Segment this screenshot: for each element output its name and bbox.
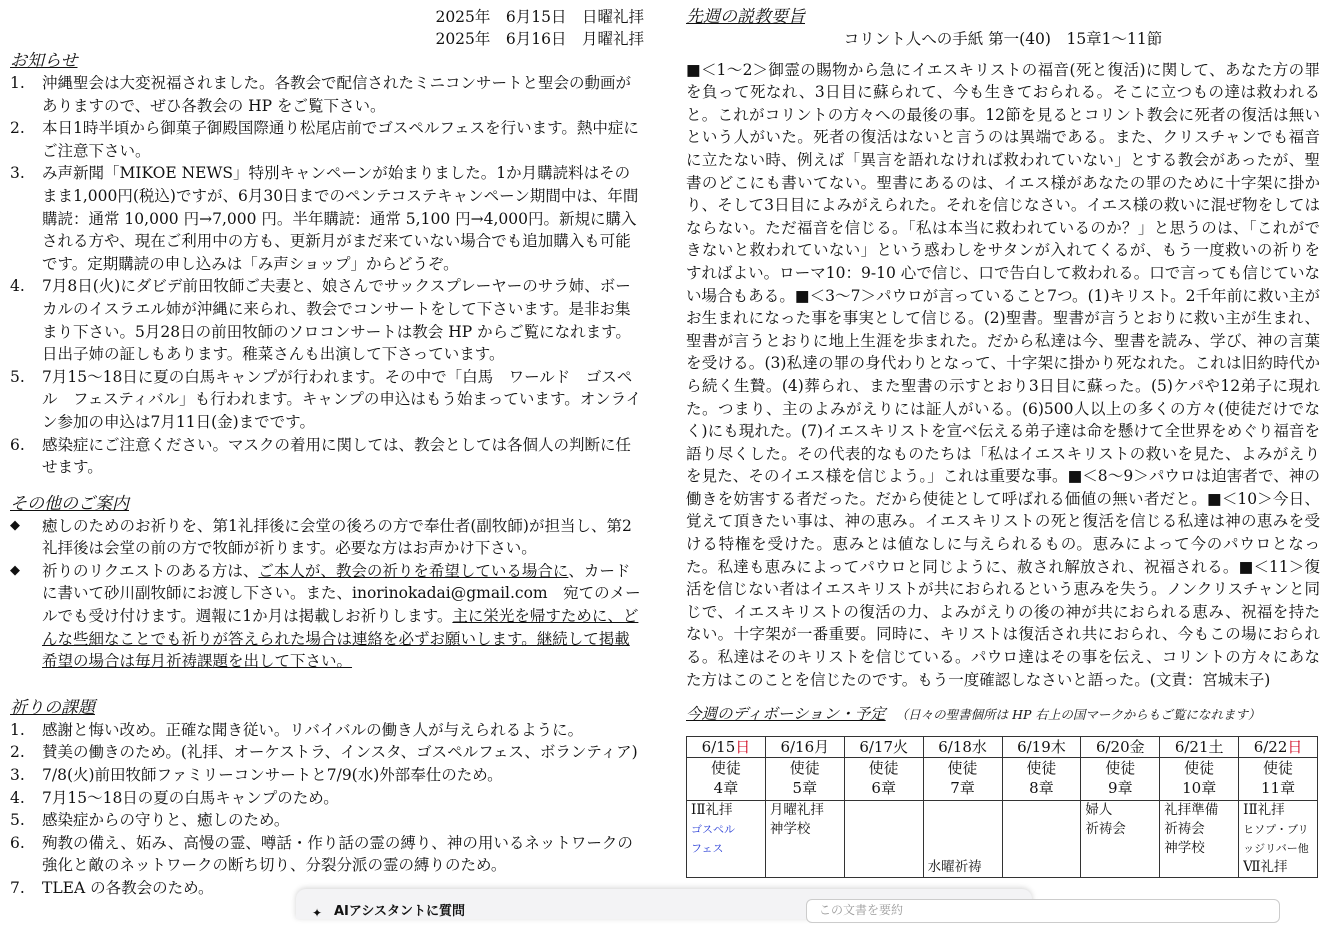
diamond-bullet-icon: ◆ — [10, 517, 20, 533]
weekday-text: 月 — [814, 738, 830, 757]
chapter-cell — [1239, 758, 1318, 801]
chapter-row — [687, 758, 1318, 801]
list-item: 1. 感謝と悔い改め。正確な聞き従い。リバイバルの働き人が与えられるように。 — [10, 720, 584, 739]
left-column — [10, 0, 644, 900]
book-text: 使徒 — [1026, 759, 1057, 778]
ai-question-input[interactable]: この文書を要約 — [806, 899, 1280, 923]
chapter-cell — [923, 758, 1002, 801]
sermon-title: 先週の説教要旨 — [686, 7, 805, 27]
event-text: 祈祷会 — [1085, 821, 1126, 838]
weekday-text: 火 — [893, 738, 909, 757]
list-item: 5. 7月15～18日に夏の白馬キャンプが行われます。その中で「白馬 ワールド ゴスペル フェスティバル」も行われます。キャンプの申込はもう始まっています。オンライン参加の申込は7月11日(金)までです。 — [10, 367, 642, 431]
sparkle-icon: ✦ — [312, 906, 323, 920]
prayer-title: 祈りの課題 — [10, 697, 95, 718]
ai-assistant-bar — [296, 889, 1032, 919]
event-text: フェス — [691, 842, 724, 856]
chapter-text: 11章 — [1261, 779, 1296, 798]
event-text: ⅠⅡ礼拝 — [691, 802, 733, 819]
chapter-text: 5章 — [792, 779, 818, 798]
list-item: 3. み声新聞「MIKOE NEWS」特別キャンペーンが始まりました。1か月購読料はそのまま1,000円(税込)ですが、6月30日までのペンテコステキャンペーン期間中は、年間購読：通常 10,000 円→7,000 円。半年購読：通常 5,100 円→4,000円。新規に購入される方や、現在ご利用中の方も、更新月がまだ来ていない場合でも追加購入も可能です。定期購読の申し込みは「み声ショップ」からどうぞ。 — [10, 164, 639, 273]
announcements-title: お知らせ — [10, 51, 78, 71]
list-item: 2. 賛美の働きのため。(礼拝、オーケストラ、インスタ、ゴスペルフェス、ボランティア) — [10, 743, 638, 762]
weekday-text: 土 — [1208, 738, 1224, 757]
devotion-header — [686, 703, 1320, 726]
event-text: ヒソプ・ブリッジリバー他 — [1243, 823, 1309, 856]
event-cell — [687, 801, 766, 878]
event-cell — [1081, 801, 1160, 878]
chapter-text: 10章 — [1182, 779, 1217, 798]
event-text: 月曜礼拝 — [769, 802, 824, 819]
event-text: 神学校 — [769, 821, 811, 838]
chapter-cell — [687, 758, 766, 801]
event-text: 神学校 — [1164, 840, 1205, 857]
book-text: 使徒 — [947, 759, 978, 778]
date-cell — [765, 737, 844, 758]
weekday-text: 水 — [971, 738, 987, 757]
date-text: 6/22 — [1253, 738, 1288, 757]
event-cell — [1239, 801, 1318, 878]
date-cell — [687, 737, 766, 758]
chapter-cell — [1160, 758, 1239, 801]
date-cell — [1160, 737, 1239, 758]
event-cell — [844, 801, 923, 878]
event-text: 祈祷会 — [1164, 821, 1205, 838]
weekday-text: 金 — [1129, 738, 1145, 757]
ai-assistant-label[interactable]: AIアシスタントに質問 — [334, 904, 465, 919]
date-cell — [1239, 737, 1318, 758]
announcements-list — [10, 72, 644, 479]
date-cell — [1081, 737, 1160, 758]
date-text: 6/20 — [1095, 738, 1130, 757]
list-item: 7. TLEA の各教会のため。 — [10, 879, 214, 897]
date-text: 6/19 — [1017, 738, 1051, 757]
date-text: 6/16 — [780, 738, 815, 757]
event-text: ゴスペル — [691, 823, 735, 837]
event-text: 礼拝準備 — [1164, 802, 1219, 819]
event-row — [687, 801, 1318, 878]
event-text: 水曜祈祷 — [927, 859, 982, 876]
right-column — [686, 0, 1320, 878]
devotion-note: （日々の聖書個所は HP 右上の国マークからもご覧になれます） — [895, 707, 1261, 723]
date-cell — [923, 737, 1002, 758]
list-item: 4. 7月8日(火)にダビデ前田牧師ご夫妻と、娘さんでサックスプレーヤーのサラ姉、ボーカルのイスラエル姉が沖縄に来られ、教会でコンサートをして下さいます。是非お集まり下さい。5月28日の前田牧師のソロコンサートは教会 HP からご覧になれます。日出子姉の証しもあります。稚菜さんも出演して下さっています。 — [10, 277, 631, 364]
event-cell — [923, 801, 1002, 878]
other-info-title: その他のご案内 — [10, 493, 129, 514]
diamond-bullet-icon: ◆ — [10, 562, 20, 578]
sermon-body: ■＜1～2＞御霊の賜物から急にイエスキリストの福音(死と復活)に関して、あなた方の罪を負って死なれ、3日目に蘇られて、今も生きておられる。そこに立つもの達は救われると。これがコリントの方々への最後の事。12節を見るとコリント教会に死者の復活は無いという人がいた。死者の復活はないと言うのは異端である。また、クリスチャンでも福音に立たない時、例えば「異言を語れなければ救われていない」とする教会があったが、聖書のどこにも書いてない。聖書にあるのは、イエス様があなたの罪のために十字架に掛かり、そして3日目によみがえられた。それを信じなさい。イエス様の救いに混ぜ物をしてはならない。ただ福音を信じる。「私は本当に救われているのか？」と思うのは、「これができないと救われていない」という惑わしをサタンが入れてくるが、もう一度救いの祈りをすればよい。ローマ10：9-10 心で信じ、口で告白して救われる。口で言っても信じていない場合もある。■＜3～7＞パウロが言っていること7つ。(1)キリスト。2千年前に救い主がお生まれになった事を事実として信じる。(2)聖書。聖書が言うとおりに救い主が生まれ、聖書が言うとおりに地上生涯を歩まれた。だから私達は今、聖書を読み、学び、神の言葉を受ける。(3)私達の罪の身代わりとなって、十字架に掛かり死なれた。これは旧約時代から続く生贄。(4)葬られ、また聖書の示すとおり3日目に蘇った。(5)ケパや12弟子に現れた。つまり、主のよみがえりには証人がいる。(6)500人以上の多くの方々(使徒だけでなく)にも現れた。(7)イエスキリストを宣べ伝える弟子達は命を懸けて全世界をめぐり福音を語り尽くした。その代表的なものたちは「私はイエスキリストの救いを見た、よみがえりを見た、そのイエス様を信じよう。」これは重要な事。■＜8～9＞パウロは迫害者で、神の働きを妨害する者だった。だから使徒として呼ばれる価値の無い者だと。■＜10＞今日、覚えて頂きたい事は、神の恵み。イエスキリストの死と復活を信じる私達は神の恵みを受ける特権を受けた。恵みとは値なしに与えられるもの。恵みによって今のパウロとなった。私達も恵みによってパウロと同じように、赦され解放され、祝福される。■＜11＞復活を信じない者はイエスキリストが共におられるという恵みを失う。ノンクリスチャンと同じで、イエスキリストの復活の力、よみがえりの後の神が共におられる恵み、祝福を持たない。十字架が一番重要。同時に、キリストは復活され共におられ、今もこの場におられる。私達はそのキリストを信じている。パウロ達はその事を伝え、コリントの方々にあなた方はこのことを信じたのです。もう一度確認しなさいと語った。(文責：宮城末子) — [686, 60, 1320, 689]
event-text: ⅠⅡ礼拝 — [1243, 802, 1285, 819]
weekday-text: 日 — [735, 738, 751, 757]
list-item: 6. 殉教の備え、妬み、高慢の霊、噂話・作り話の霊の縛り、神の用いるネットワークの強化と敵のネットワークの断ち切り、分裂分派の霊の縛りのため。 — [10, 833, 633, 875]
prayer-list — [10, 719, 644, 900]
event-cell — [1002, 801, 1081, 878]
chapter-cell — [1081, 758, 1160, 801]
event-text: 婦人 — [1085, 802, 1113, 819]
book-text: 使徒 — [1105, 759, 1136, 778]
book-text: 使徒 — [868, 759, 899, 778]
date-text: 6/21 — [1174, 738, 1209, 757]
weekday-text: 日 — [1287, 738, 1303, 757]
book-text: 使徒 — [710, 759, 741, 778]
date-text: 6/18 — [938, 738, 972, 757]
sermon-subtitle: コリント人への手紙 第一(40) 15章1～11節 — [843, 30, 1163, 48]
date-row — [687, 737, 1318, 758]
date-text: 6/15 — [701, 738, 736, 757]
devotion-title: 今週のディボーション・予定 — [686, 705, 886, 724]
list-item: 1. 沖縄聖会は大変祝福されました。各教会で配信されたミニコンサートと聖会の動画がありますので、ぜひ各教会の HP をご覧下さい。 — [10, 74, 632, 115]
list-item: 2. 本日1時半頃から御菓子御殿国際通り松尾店前でゴスペルフェスを行います。熱中症にご注意下さい。 — [10, 119, 639, 160]
weekday-text: 木 — [1050, 738, 1066, 757]
date-cell — [844, 737, 923, 758]
list-item: 5. 感染症からの守りと、癒しのため。 — [10, 811, 290, 830]
book-text: 使徒 — [789, 759, 820, 778]
book-text: 使徒 — [1184, 759, 1215, 778]
chapter-text: 6章 — [871, 779, 896, 798]
book-text: 使徒 — [1263, 759, 1294, 778]
date-sunday: 2025年 6月15日 日曜礼拝 — [435, 8, 644, 26]
list-item: ◆ 癒しのためのお祈りを、第1礼拝後に会堂の後ろの方で奉仕者(副牧師)が担当し、第2礼拝後は会堂の前の方で牧師が祈ります。必要な方はお声かけ下さい。 — [10, 516, 632, 558]
date-cell — [1002, 737, 1081, 758]
chapter-cell — [765, 758, 844, 801]
chapter-cell — [844, 758, 923, 801]
list-item: 4. 7月15～18日の夏の白馬キャンプのため。 — [10, 788, 339, 807]
chapter-text: 7章 — [950, 779, 975, 798]
service-dates — [10, 6, 644, 50]
event-cell — [765, 801, 844, 878]
event-text: Ⅶ礼拝 — [1243, 859, 1288, 876]
chapter-text: 4章 — [713, 779, 739, 798]
list-item: 3. 7/8(火)前田牧師ファミリーコンサートと7/9(水)外部奉仕のため。 — [10, 766, 503, 785]
chapter-text: 8章 — [1029, 779, 1054, 798]
list-item: 6. 感染症にご注意ください。マスクの着用に関しては、教会としては各個人の判断に任せます。 — [10, 435, 632, 477]
devotion-table — [686, 736, 1318, 878]
date-monday: 2025年 6月16日 月曜礼拝 — [435, 30, 644, 48]
chapter-text: 9章 — [1108, 779, 1133, 798]
other-info-list — [10, 515, 644, 673]
date-text: 6/17 — [859, 738, 894, 757]
list-item: ◆ 祈りのリクエストのある方は、ご本人が、教会の祈りを希望している場合に、カードに書いて砂川副牧師にお渡し下さい。また、inorinokadai@gmail.com 宛てのメールでも受け付けます。週報に1か月は掲載しお祈りします。主に栄光を帰すために、どんな些細なことでも祈りが答えられた場合は連絡を必ずお願いします。継続して掲載希望の場合は毎月祈祷課題を出して下さい。 — [10, 561, 641, 671]
chapter-cell — [1002, 758, 1081, 801]
event-cell — [1160, 801, 1239, 878]
